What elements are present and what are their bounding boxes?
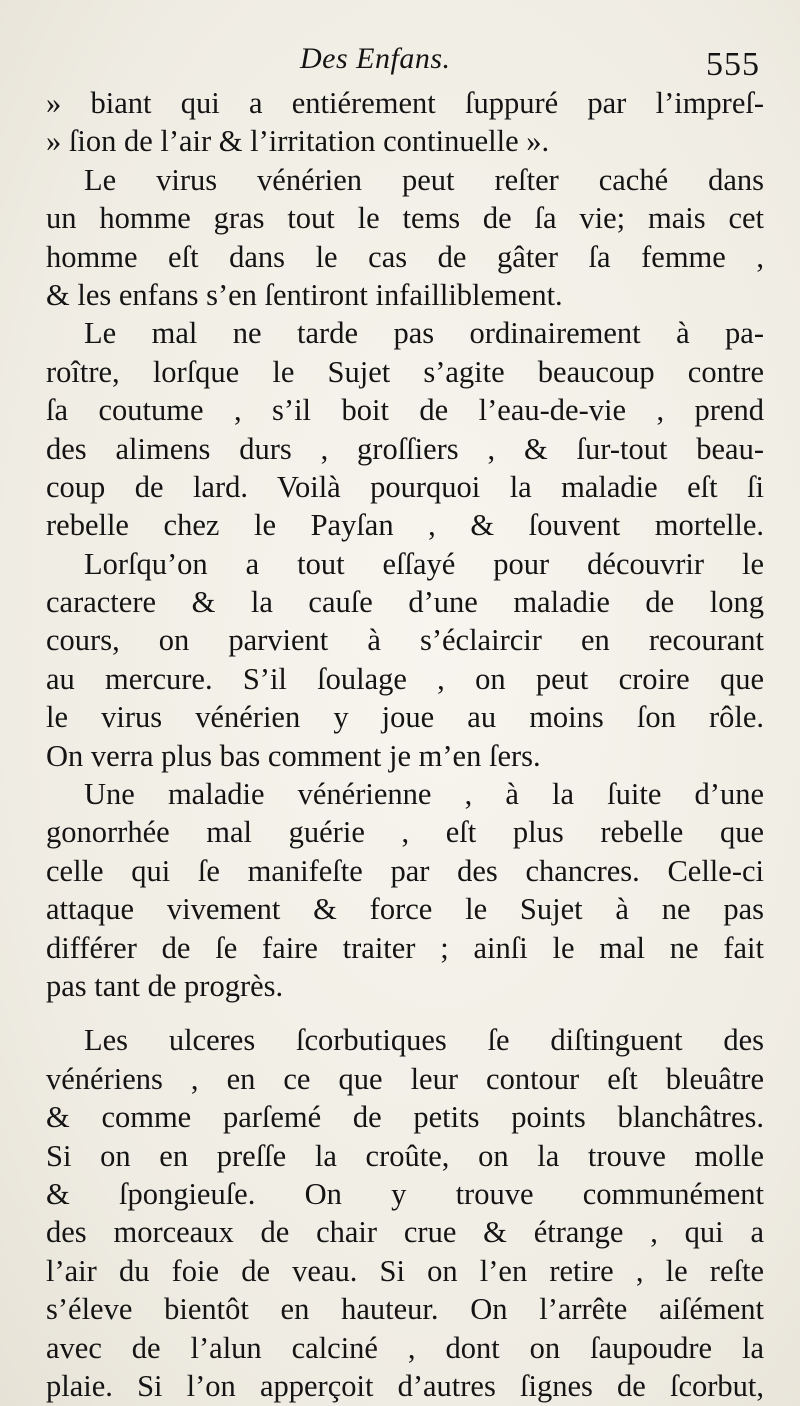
text-line: pas tant de progrès. <box>46 968 284 1003</box>
text-line: plaie. Si l’on apperçoit d’autres ſignes de ſcorbut, <box>46 1368 764 1403</box>
page-number: 555 <box>706 46 760 83</box>
text-line: & ſpongieuſe. On y trouve communément <box>46 1176 764 1211</box>
running-title: Des Enfans. <box>300 42 451 75</box>
text-line: homme eſt dans le cas de gâter ſa femme , <box>46 239 764 274</box>
text-line: Les ulceres ſcorbutiques ſe diſtinguent des <box>84 1023 764 1058</box>
text-line: un homme gras tout le tems de ſa vie; mais cet <box>46 201 764 236</box>
text-line: Si on en preſſe la croûte, on la trouve molle <box>46 1138 764 1173</box>
text-line: rebelle chez le Payſan , & ſouvent mortelle. <box>46 508 764 543</box>
text-line: l’air du foie de veau. Si on l’en retire , le reſte <box>46 1253 764 1288</box>
text-line: coup de lard. Voilà pourquoi la maladie eſt ſi <box>46 469 764 504</box>
text-line: Lorſqu’on a tout eſſayé pour découvrir le <box>84 546 764 581</box>
text-line: roître, lorſque le Sujet s’agite beaucoup contre <box>46 354 764 389</box>
text-line: Le mal ne tarde pas ordinairement à pa- <box>84 316 764 351</box>
text-line: caractere & la cauſe d’une maladie de long <box>46 585 764 620</box>
text-line: » biant qui a entiérement ſuppuré par l’impreſ- <box>46 86 764 120</box>
text-line: des alimens durs , groſſiers , & ſur-tout beau- <box>46 431 764 466</box>
text-line: des morceaux de chair crue & étrange , qui a <box>46 1215 764 1250</box>
text-line: vénériens , en ce que leur contour eſt bleuâtre <box>46 1061 764 1096</box>
text-line: gonorrhée mal guérie , eſt plus rebelle que <box>46 815 764 850</box>
text-line: On verra plus bas comment je m’en ſers. <box>46 738 541 773</box>
text-line: & les enfans s’en ſentiront infailliblement. <box>46 277 563 312</box>
text-line: Une maladie vénérienne , à la ſuite d’une <box>84 777 764 812</box>
text-line: cours, on parvient à s’éclaircir en recourant <box>46 623 764 658</box>
text-line: ſa coutume , s’il boit de l’eau-de-vie , prend <box>46 393 764 428</box>
text-line: s’éleve bientôt en hauteur. On l’arrête aiſément <box>46 1292 764 1327</box>
text-line: attaque vivement & force le Sujet à ne pas <box>46 892 764 927</box>
text-line: différer de ſe faire traiter ; ainſi le mal ne fait <box>46 930 764 965</box>
text-line: avec de l’alun calciné , dont on ſaupoudre la <box>46 1330 764 1365</box>
text-line: » ſion de l’air & l’irritation continuelle ». <box>46 124 550 159</box>
body-text <box>46 84 764 1405</box>
text-line: celle qui ſe manifeſte par des chancres. Celle-ci <box>46 853 764 888</box>
page-header <box>0 36 800 84</box>
text-line: Le virus vénérien peut reſter caché dans <box>84 162 764 197</box>
text-line: & comme parſemé de petits points blanchâtres. <box>46 1100 764 1135</box>
text-line: le virus vénérien y joue au moins ſon rôle. <box>46 700 764 735</box>
text-line: au mercure. S’il ſoulage , on peut croire que <box>46 661 764 696</box>
